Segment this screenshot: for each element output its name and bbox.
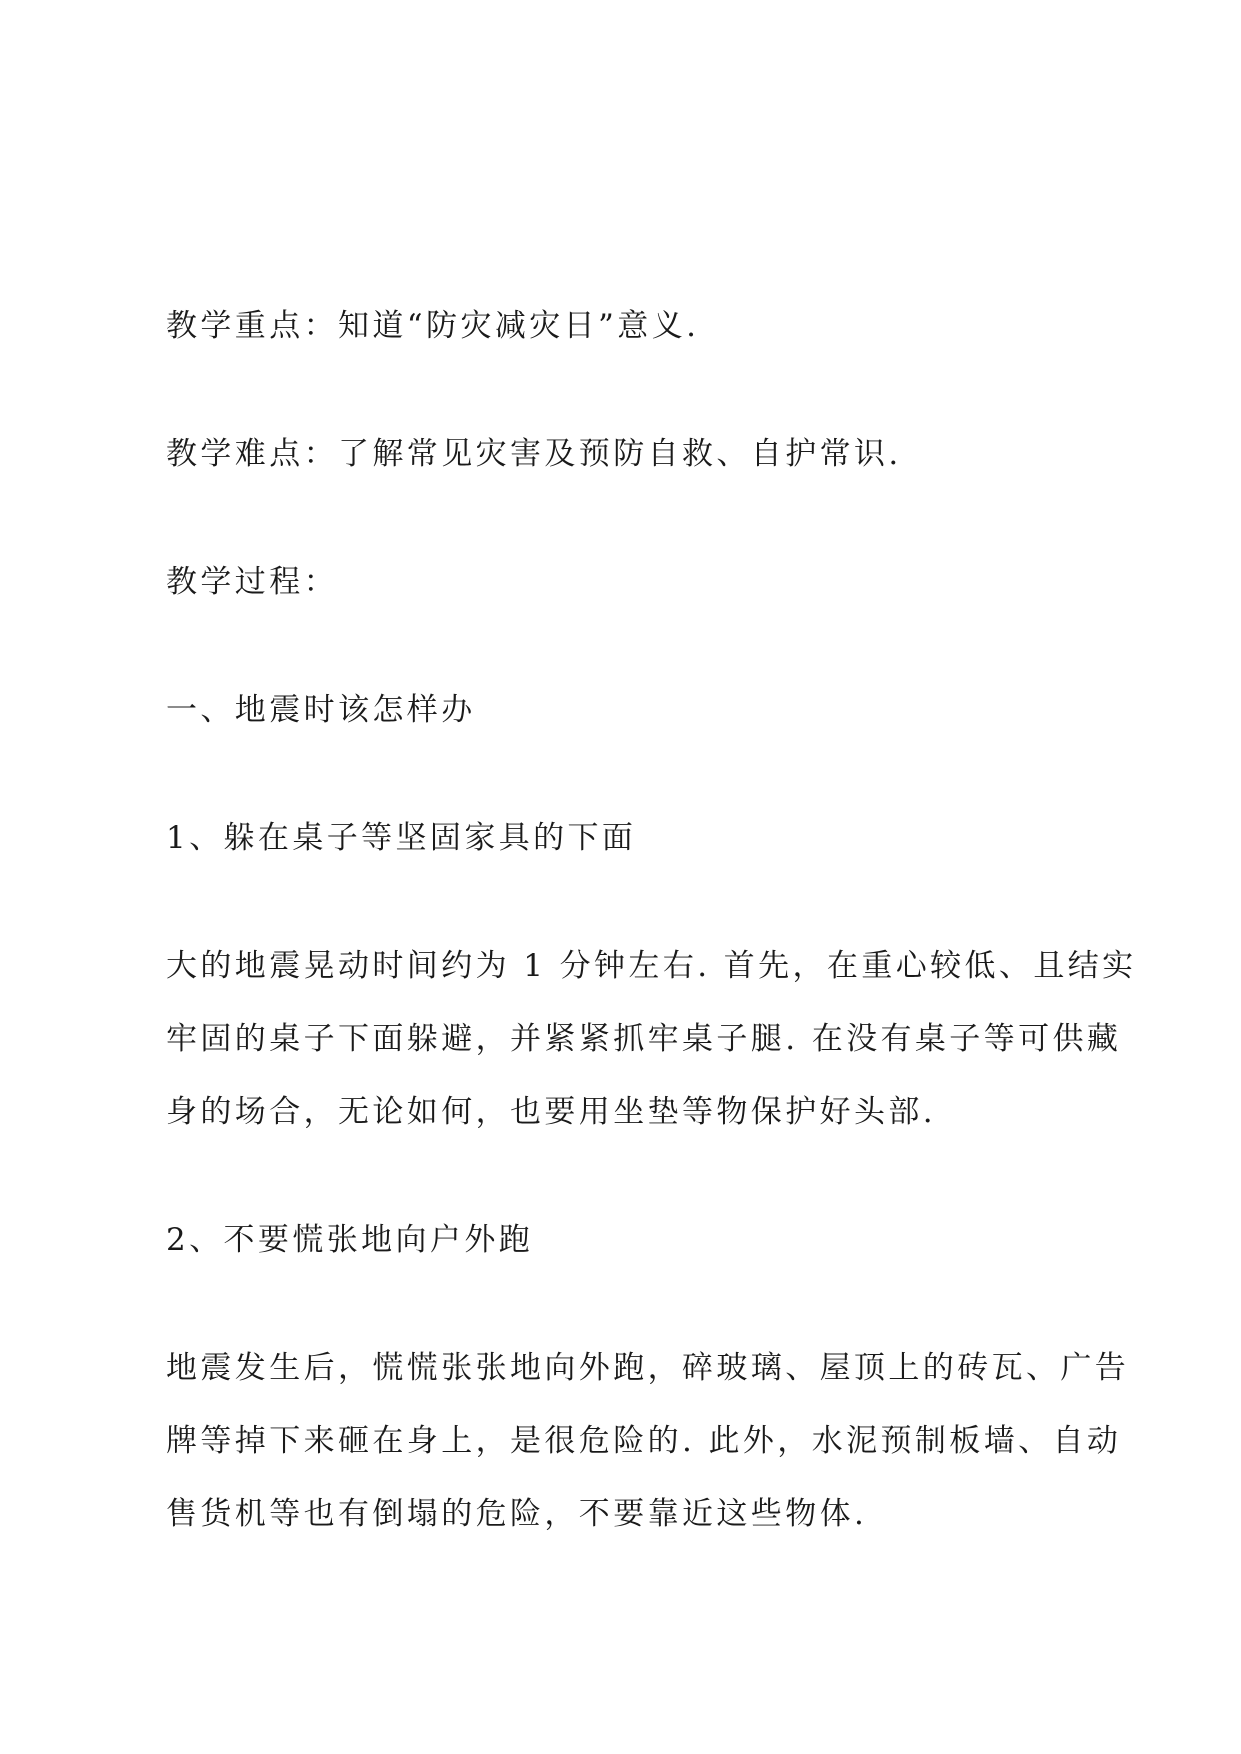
teaching-process-heading: 教学过程： [166,564,338,600]
item-1-paragraph [166,930,1137,1149]
item-2-paragraph [166,1332,1130,1551]
teaching-difficulty: 教学难点：了解常见灾害及预防自救、自护常识. [166,436,902,472]
teaching-focus: 教学重点：知道“防灾减灾日”意义. [166,308,700,344]
section-heading-earthquake: 一、地震时该怎样办 [166,692,476,728]
item-1-title: 1、躲在桌子等坚固家具的下面 [166,820,637,856]
paragraph-line: 售货机等也有倒塌的危险，不要靠近这些物体. [166,1496,868,1532]
paragraph-line: 牌等掉下来砸在身上，是很危险的. 此外，水泥预制板墙、自动 [166,1423,1122,1459]
paragraph-line: 大的地震晃动时间约为 1 分钟左右. 首先，在重心较低、且结实 [166,948,1137,984]
paragraph-line: 身的场合，无论如何，也要用坐垫等物保护好头部. [166,1094,937,1130]
item-2-title: 2、不要慌张地向户外跑 [166,1222,534,1258]
document-body [166,290,1137,1551]
paragraph-line: 牢固的桌子下面躲避，并紧紧抓牢桌子腿. 在没有桌子等可供藏 [166,1021,1122,1057]
paragraph-line: 地震发生后，慌慌张张地向外跑，碎玻璃、屋顶上的砖瓦、广告 [166,1350,1130,1386]
